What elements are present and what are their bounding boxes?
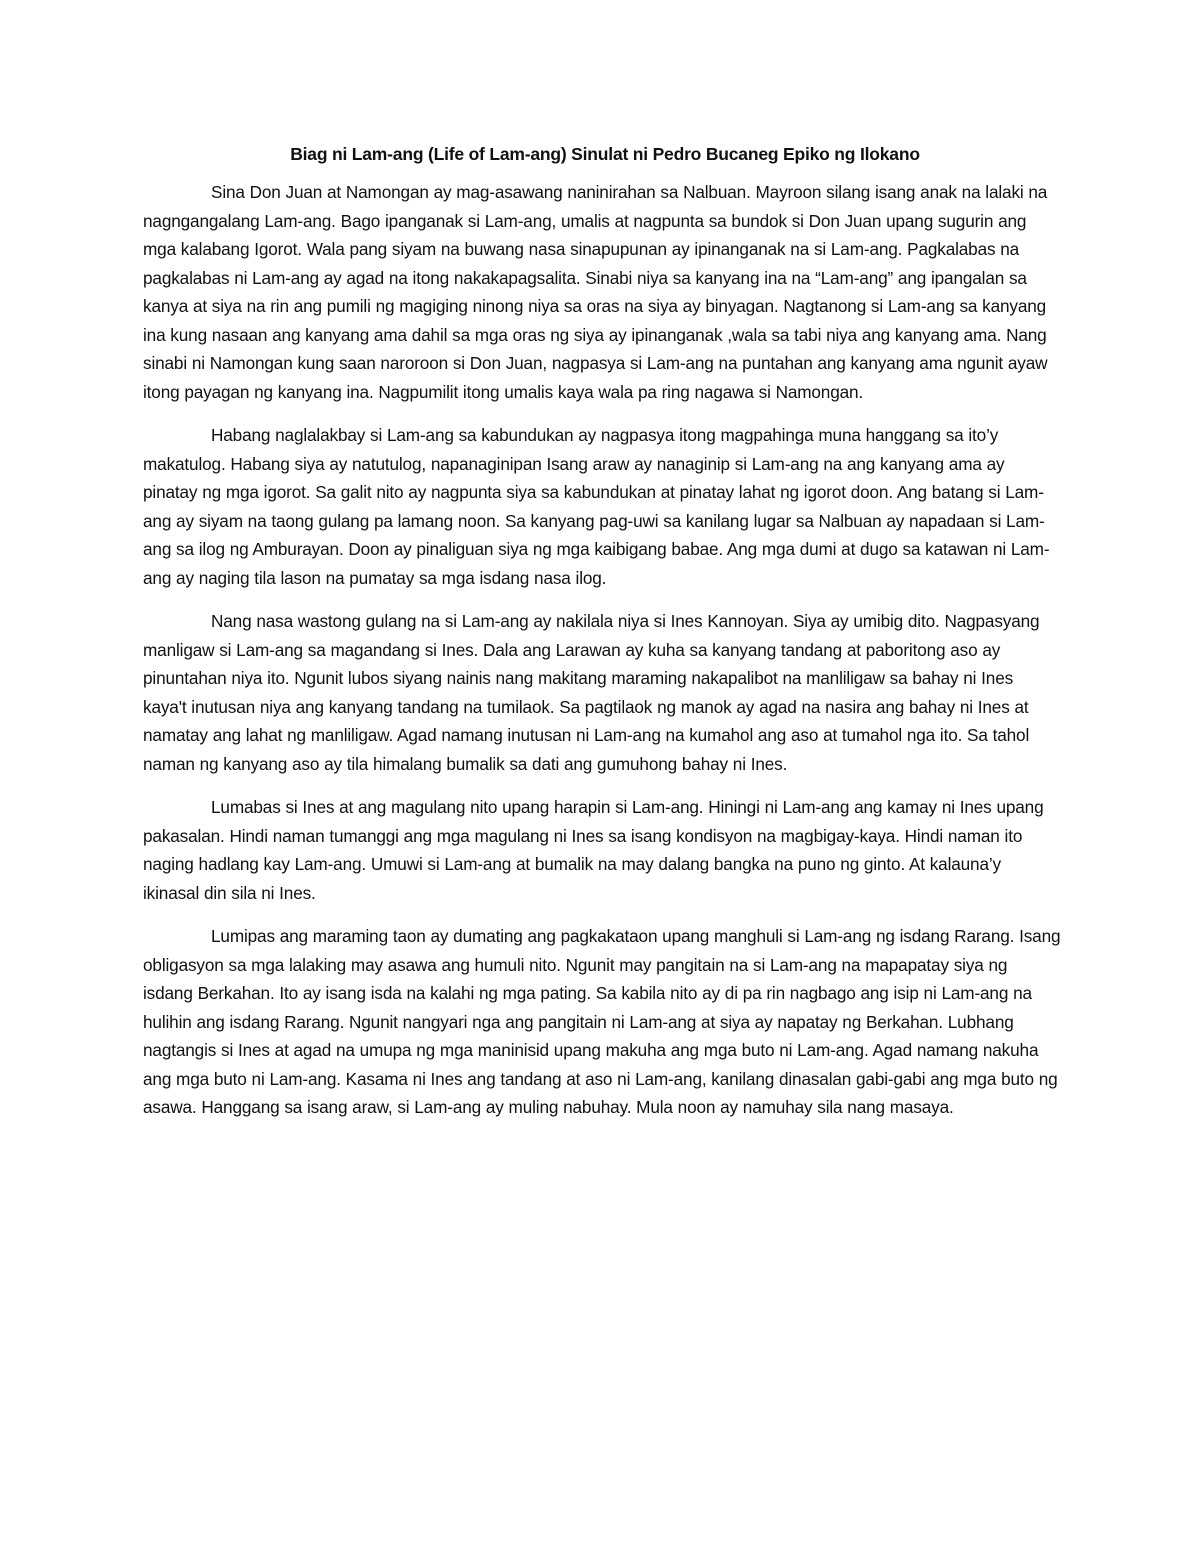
paragraph-5: Lumipas ang maraming taon ay dumating ang pagkakataon upang manghuli si Lam-ang ng isdang Rarang. Isang obligasyon sa mga lalaking may asawa ang humuli nito. Ngunit may pangitain na si Lam-ang na mapapatay siya ng isdang Berkahan. Ito ay isang isda na kalahi ng mga pating. Sa kabila nito ay di pa rin nagbago ang isip ni Lam-ang na hulihin ang isdang Rarang. Ngunit nangyari nga ang pangitain ni Lam-ang at siya ay napatay ng Berkahan. Lubhang nagtangis si Ines at agad na umupa ng mga maninisid upang makuha ang mga buto ni Lam-ang. Agad namang nakuha ang mga buto ni Lam-ang. Kasama ni Ines ang tandang at aso ni Lam-ang, kanilang dinasalan gabi-gabi ang mga buto ng asawa. Hanggang sa isang araw, si Lam-ang ay muling nabuhay. Mula noon ay namuhay sila nang masaya. bbox=[143, 926, 1061, 1117]
document-title: Biag ni Lam-ang (Life of Lam-ang) Sinulat ni Pedro Bucaneg Epiko ng Ilokano bbox=[290, 144, 920, 164]
paragraph-2: Habang naglalakbay si Lam-ang sa kabundukan ay nagpasya itong magpahinga muna hanggang sa ito’y makatulog. Habang siya ay natutulog, napanaginipan Isang araw ay nanaginip si Lam-ang na ang kanyang ama ay pinatay ng mga igorot. Sa galit nito ay nagpunta siya sa kabundukan at pinatay lahat ng igorot doon. Ang batang si Lam-ang ay siyam na taong gulang pa lamang noon. Sa kanyang pag-uwi sa kanilang lugar sa Nalbuan ay napadaan si Lam-ang sa ilog ng Amburayan. Doon ay pinaliguan siya ng mga kaibigang babae. Ang mga dumi at dugo sa katawan ni Lam-ang ay naging tila lason na pumatay sa mga isdang nasa ilog. bbox=[143, 425, 1050, 588]
paragraph-4: Lumabas si Ines at ang magulang nito upang harapin si Lam-ang. Hiningi ni Lam-ang ang kamay ni Ines upang pakasalan. Hindi naman tumanggi ang mga magulang ni Ines sa isang kondisyon na magbigay-kaya. Hindi naman ito naging hadlang kay Lam-ang. Umuwi si Lam-ang at bumalik na may dalang bangka na puno ng ginto. At kalauna’y ikinasal din sila ni Ines. bbox=[143, 797, 1044, 903]
paragraph-3: Nang nasa wastong gulang na si Lam-ang ay nakilala niya si Ines Kannoyan. Siya ay umibig dito. Nagpasyang manligaw si Lam-ang sa magandang si Ines. Dala ang Larawan ay kuha sa kanyang tandang at paboritong aso ay pinuntahan niya ito. Ngunit lubos siyang nainis nang makitang maraming nakapalibot na manliligaw sa bahay ni Ines kaya't inutusan niya ang kanyang tandang na tumilaok. Sa pagtilaok ng manok ay agad na nasira ang bahay ni Ines at namatay ang lahat ng manliligaw. Agad namang inutusan ni Lam-ang na kumahol ang aso at tumahol nga ito. Sa tahol naman ng kanyang aso ay tila himalang bumalik sa dati ang gumuhong bahay ni Ines. bbox=[143, 611, 1040, 774]
document-body bbox=[143, 140, 1061, 1137]
paragraph-1: Sina Don Juan at Namongan ay mag-asawang naninirahan sa Nalbuan. Mayroon silang isang anak na lalaki na nagngangalang Lam-ang. Bago ipanganak si Lam-ang, umalis at nagpunta sa bundok si Don Juan upang sugurin ang mga kalabang Igorot. Wala pang siyam na buwang nasa sinapupunan ay ipinanganak na si Lam-ang. Pagkalabas na pagkalabas ni Lam-ang ay agad na itong nakakapagsalita. Sinabi niya sa kanyang ina na “Lam-ang” ang ipangalan sa kanya at siya na rin ang pumili ng magiging ninong niya sa oras na siya ay binyagan. Nagtanong si Lam-ang sa kanyang ina kung nasaan ang kanyang ama dahil sa mga oras ng siya ay ipinanganak ,wala sa tabi niya ang kanyang ama. Nang sinabi ni Namongan kung saan naroroon si Don Juan, nagpasya si Lam-ang na puntahan ang kanyang ama ngunit ayaw itong payagan ng kanyang ina. Nagpumilit itong umalis kaya wala pa ring nagawa si Namongan. bbox=[143, 182, 1048, 402]
